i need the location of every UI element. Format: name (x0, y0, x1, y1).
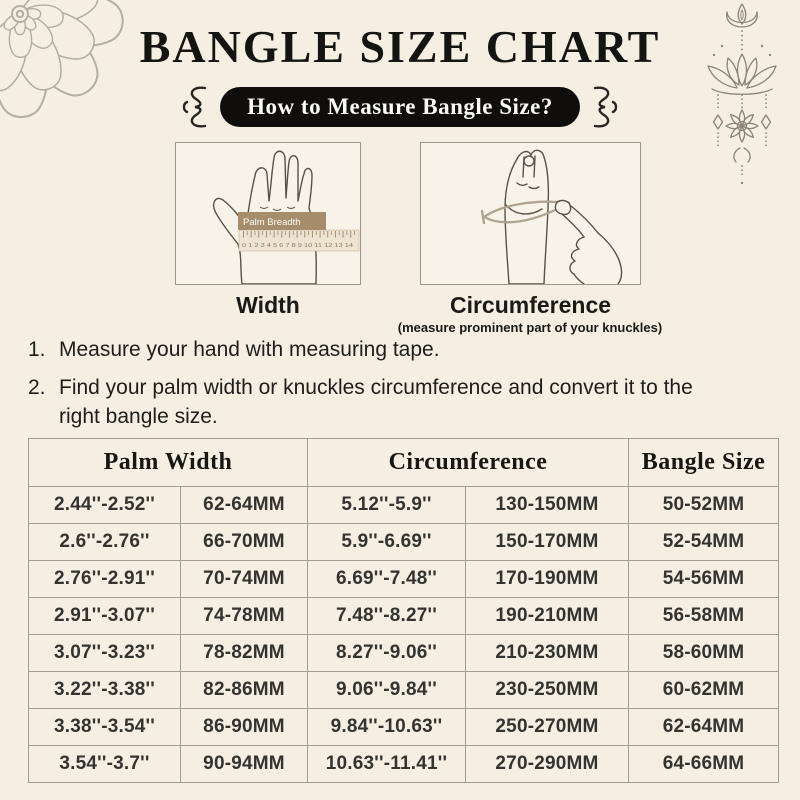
instruction-step-1 (28, 336, 728, 365)
step-text: Measure your hand with measuring tape. (59, 338, 440, 361)
table-cell: 52-54MM (629, 524, 779, 561)
table-row (29, 561, 779, 598)
table-cell: 2.91''-3.07'' (29, 598, 181, 635)
page-title: BANGLE SIZE CHART (139, 21, 661, 72)
table-cell: 2.44''-2.52'' (29, 487, 181, 524)
circumference-note: (measure prominent part of your knuckles) (397, 320, 663, 335)
table-cell: 3.38''-3.54'' (29, 709, 181, 746)
table-cell: 3.07''-3.23'' (29, 635, 181, 672)
table-row (29, 746, 779, 783)
flourish-right-icon (592, 84, 622, 130)
table-cell: 5.9''-6.69'' (308, 524, 466, 561)
table-cell: 9.06''-9.84'' (308, 672, 466, 709)
table-cell: 62-64MM (181, 487, 308, 524)
hand-with-ruler-illustration (176, 143, 362, 284)
table-cell: 6.69''-7.48'' (308, 561, 466, 598)
width-caption: Width (236, 292, 300, 318)
width-figure (175, 142, 361, 319)
table-cell: 250-270MM (466, 709, 629, 746)
table-cell: 62-64MM (629, 709, 779, 746)
circumference-caption: Circumference (449, 292, 612, 318)
palm-breadth-label: Palm Breadth (243, 217, 301, 228)
table-cell: 9.84''-10.63'' (308, 709, 466, 746)
circumference-illustration-frame (420, 142, 641, 285)
table-cell: 10.63''-11.41'' (308, 746, 466, 783)
table-row (29, 709, 779, 746)
table-row (29, 598, 779, 635)
table-row (29, 635, 779, 672)
table-cell: 5.12''-5.9'' (308, 487, 466, 524)
table-cell: 82-86MM (181, 672, 308, 709)
instructions-list (28, 336, 728, 441)
table-cell: 3.54''-3.7'' (29, 746, 181, 783)
table-cell: 50-52MM (629, 487, 779, 524)
table-row (29, 672, 779, 709)
table-cell: 3.22''-3.38'' (29, 672, 181, 709)
table-cell: 2.6''-2.76'' (29, 524, 181, 561)
hand-with-tape-illustration (421, 143, 642, 284)
table-cell: 2.76''-2.91'' (29, 561, 181, 598)
table-row (29, 524, 779, 561)
table-cell: 86-90MM (181, 709, 308, 746)
table-cell: 74-78MM (181, 598, 308, 635)
table-cell: 58-60MM (629, 635, 779, 672)
table-cell: 190-210MM (466, 598, 629, 635)
table-cell: 270-290MM (466, 746, 629, 783)
size-conversion-table (28, 438, 779, 783)
table-header-row (29, 439, 779, 487)
table-row (29, 487, 779, 524)
table-cell: 230-250MM (466, 672, 629, 709)
badge-label: How to Measure Bangle Size? (247, 94, 553, 120)
table-cell: 210-230MM (466, 635, 629, 672)
step-number: 1. (28, 338, 46, 361)
step-number: 2. (28, 375, 46, 399)
table-cell: 150-170MM (466, 524, 629, 561)
column-header-bangle-size: Bangle Size (629, 439, 779, 487)
table-cell: 90-94MM (181, 746, 308, 783)
table-cell: 60-62MM (629, 672, 779, 709)
flourish-left-icon (178, 84, 208, 130)
table-cell: 7.48''-8.27'' (308, 598, 466, 635)
ruler-numbers: 0 1 2 3 4 5 6 7 8 9 10 11 12 13 14 (242, 243, 353, 249)
table-cell: 130-150MM (466, 487, 629, 524)
table-cell: 8.27''-9.06'' (308, 635, 466, 672)
how-to-measure-badge (220, 87, 580, 127)
table-cell: 78-82MM (181, 635, 308, 672)
circumference-figure (397, 142, 663, 335)
table-cell: 170-190MM (466, 561, 629, 598)
step-text: Find your palm width or knuckles circumference and convert it to the right bangle size. (59, 375, 693, 428)
width-illustration-frame (175, 142, 361, 285)
instruction-step-2 (28, 374, 728, 432)
table-cell: 66-70MM (181, 524, 308, 561)
column-header-palm-width: Palm Width (29, 439, 308, 487)
table-cell: 64-66MM (629, 746, 779, 783)
table-cell: 70-74MM (181, 561, 308, 598)
table-cell: 56-58MM (629, 598, 779, 635)
column-header-circumference: Circumference (308, 439, 629, 487)
table-cell: 54-56MM (629, 561, 779, 598)
badge-row (0, 84, 800, 130)
